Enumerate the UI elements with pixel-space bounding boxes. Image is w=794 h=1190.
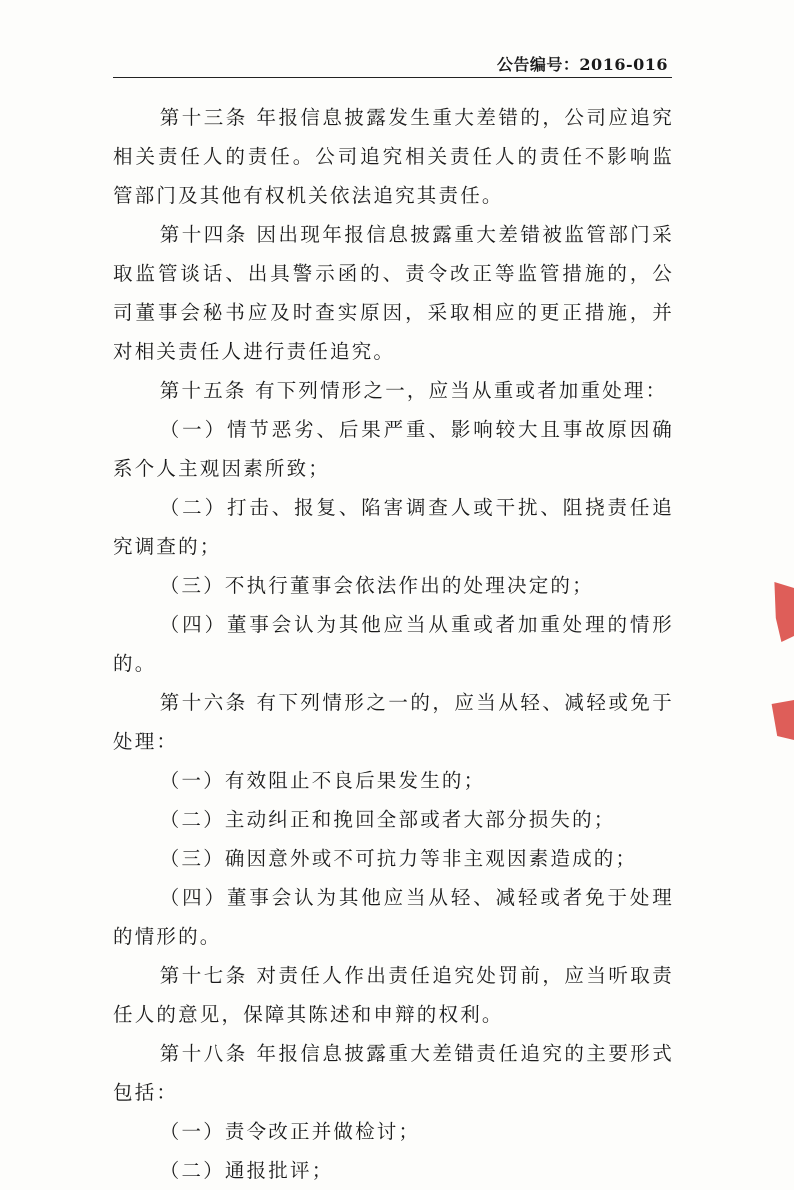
document-body <box>113 98 674 1190</box>
article-16-item-2: （二）主动纠正和挽回全部或者大部分损失的； <box>159 808 616 831</box>
article-15-item-1: （一）情节恶劣、后果严重、影响较大且事故原因确系个人主观因素所致； <box>113 418 674 480</box>
article-18-item-1: （一）责令改正并做检讨； <box>159 1120 421 1143</box>
article-14: 第十四条 因出现年报信息披露重大差错被监管部门采取监管谈话、出具警示函的、责令改正等监管措施的，公司董事会秘书应及时查实原因，采取相应的更正措施，并对相关责任人进行责任追究。 <box>113 223 674 363</box>
article-16-item-4: （四）董事会认为其他应当从轻、减轻或者免于处理的情形的。 <box>113 886 674 948</box>
article-16: 第十六条 有下列情形之一的，应当从轻、减轻或免于处理： <box>113 691 674 753</box>
article-15: 第十五条 有下列情形之一，应当从重或者加重处理： <box>159 379 668 402</box>
article-16-item-1: （一）有效阻止不良后果发生的； <box>159 769 486 792</box>
page-header <box>113 48 672 78</box>
article-13: 第十三条 年报信息披露发生重大差错的，公司应追究相关责任人的责任。公司追究相关责任人的责任不影响监管部门及其他有权机关依法追究其责任。 <box>113 106 674 207</box>
article-15-item-4: （四）董事会认为其他应当从重或者加重处理的情形的。 <box>113 613 674 675</box>
notice-number: 公告编号：2016-016 <box>496 55 668 74</box>
seal-fragment-icon <box>766 582 794 642</box>
seal-fragment-icon <box>766 700 794 740</box>
article-16-item-3: （三）确因意外或不可抗力等非主观因素造成的； <box>159 847 638 870</box>
article-15-item-3: （三）不执行董事会依法作出的处理决定的； <box>159 574 594 597</box>
article-18-item-2: （二）通报批评； <box>159 1159 334 1182</box>
article-17: 第十七条 对责任人作出责任追究处罚前，应当听取责任人的意见，保障其陈述和申辩的权利。 <box>113 964 674 1026</box>
article-15-item-2: （二）打击、报复、陷害调查人或干扰、阻挠责任追究调查的； <box>113 496 674 558</box>
article-18: 第十八条 年报信息披露重大差错责任追究的主要形式包括： <box>113 1042 674 1104</box>
